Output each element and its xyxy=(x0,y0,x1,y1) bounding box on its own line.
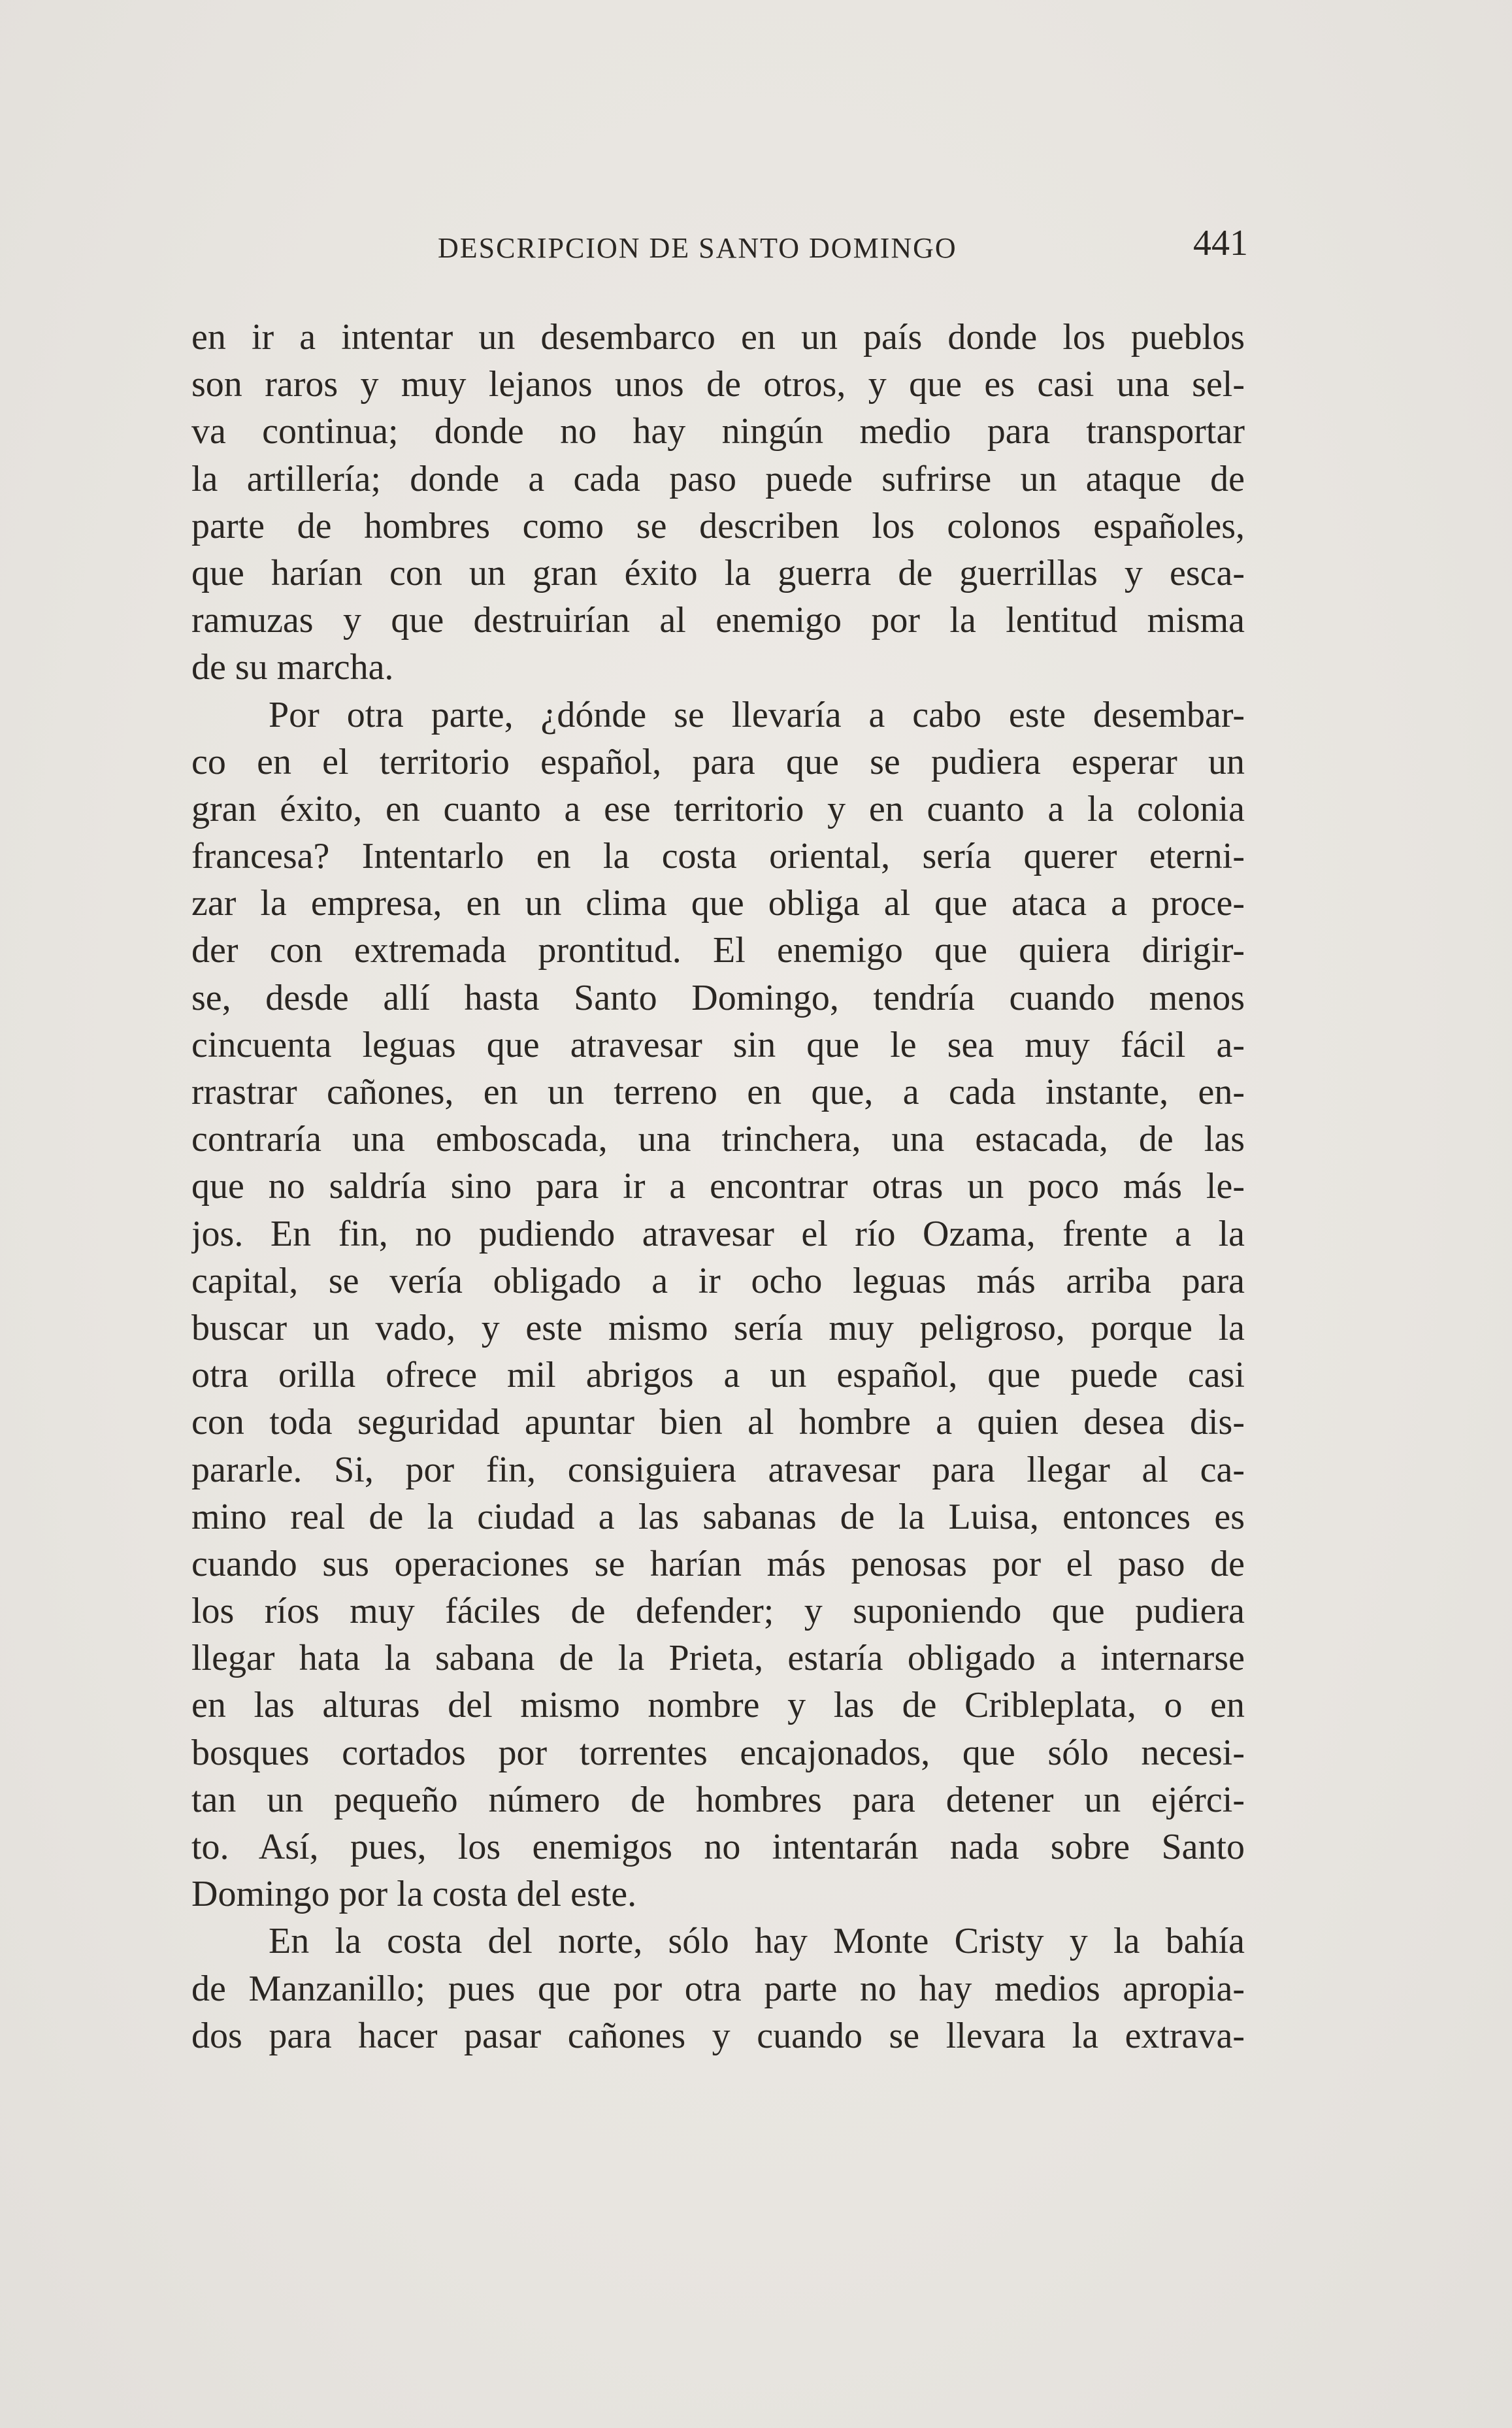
text-line: cuando sus operaciones se harían más penosas por el paso de xyxy=(191,1543,1245,1584)
text-line: co en el territorio español, para que se pudiera esperar un xyxy=(191,741,1245,782)
text-line: va continua; donde no hay ningún medio para transportar xyxy=(191,411,1245,452)
text-line: gran éxito, en cuanto a ese territorio y en cuanto a la colonia xyxy=(191,788,1245,829)
text-line: mino real de la ciudad a las sabanas de la Luisa, entonces es xyxy=(191,1496,1245,1537)
text-line: llegar hata la sabana de la Prieta, estaría obligado a internarse xyxy=(191,1638,1245,1679)
text-line: zar la empresa, en un clima que obliga al que ataca a proce- xyxy=(191,883,1245,924)
text-line: En la costa del norte, sólo hay Monte Cristy y la bahía xyxy=(269,1921,1245,1962)
text-line: los ríos muy fáciles de defender; y suponiendo que pudiera xyxy=(191,1591,1245,1632)
text-line: der con extremada prontitud. El enemigo que quiera dirigir- xyxy=(191,930,1245,971)
text-line: bosques cortados por torrentes encajonados, que sólo necesi- xyxy=(191,1732,1245,1773)
body-text xyxy=(191,314,1245,2059)
running-title: DESCRIPCION DE SANTO DOMINGO xyxy=(438,232,957,264)
text-line: son raros y muy lejanos unos de otros, y que es casi una sel- xyxy=(191,364,1245,405)
text-line: buscar un vado, y este mismo sería muy peligroso, porque la xyxy=(191,1307,1245,1348)
running-head xyxy=(438,225,1248,271)
text-line: capital, se vería obligado a ir ocho leguas más arriba para xyxy=(191,1260,1245,1301)
text-line: to. Así, pues, los enemigos no intentarán nada sobre Santo xyxy=(191,1827,1245,1867)
text-line: pararle. Si, por fin, consiguiera atravesar para llegar al ca- xyxy=(191,1449,1245,1490)
text-line: parte de hombres como se describen los colonos españoles, xyxy=(191,505,1245,546)
text-line: que harían con un gran éxito la guerra de guerrillas y esca- xyxy=(191,552,1245,593)
text-line: Domingo por la costa del este. xyxy=(191,1874,637,1915)
text-line: jos. En fin, no pudiendo atravesar el río Ozama, frente a la xyxy=(191,1213,1245,1254)
text-line: con toda seguridad apuntar bien al hombre a quien desea dis- xyxy=(191,1402,1245,1443)
text-line: se, desde allí hasta Santo Domingo, tendría cuando menos xyxy=(191,977,1245,1018)
text-line: en las alturas del mismo nombre y las de Cribleplata, o en xyxy=(191,1685,1245,1726)
text-line: otra orilla ofrece mil abrigos a un español, que puede casi xyxy=(191,1355,1245,1396)
text-line: dos para hacer pasar cañones y cuando se llevara la extrava- xyxy=(191,2015,1245,2056)
text-line: que no saldría sino para ir a encontrar otras un poco más le- xyxy=(191,1166,1245,1207)
text-line: francesa? Intentarlo en la costa oriental, sería querer eterni- xyxy=(191,836,1245,877)
text-line: ramuzas y que destruirían al enemigo por la lentitud misma xyxy=(191,600,1245,641)
text-line: rrastrar cañones, en un terreno en que, a cada instante, en- xyxy=(191,1072,1245,1112)
text-line: Por otra parte, ¿dónde se llevaría a cabo este desembar- xyxy=(269,694,1245,735)
page-number: 441 xyxy=(1193,223,1248,263)
text-line: de su marcha. xyxy=(191,647,394,688)
text-line: de Manzanillo; pues que por otra parte no hay medios apropia- xyxy=(191,1968,1245,2009)
text-line: la artillería; donde a cada paso puede sufrirse un ataque de xyxy=(191,458,1245,499)
text-line: tan un pequeño número de hombres para detener un ejérci- xyxy=(191,1779,1245,1820)
text-line: contraría una emboscada, una trinchera, una estacada, de las xyxy=(191,1119,1245,1160)
text-line: en ir a intentar un desembarco en un país donde los pueblos xyxy=(191,317,1245,358)
text-line: cincuenta leguas que atravesar sin que le sea muy fácil a- xyxy=(191,1024,1245,1065)
